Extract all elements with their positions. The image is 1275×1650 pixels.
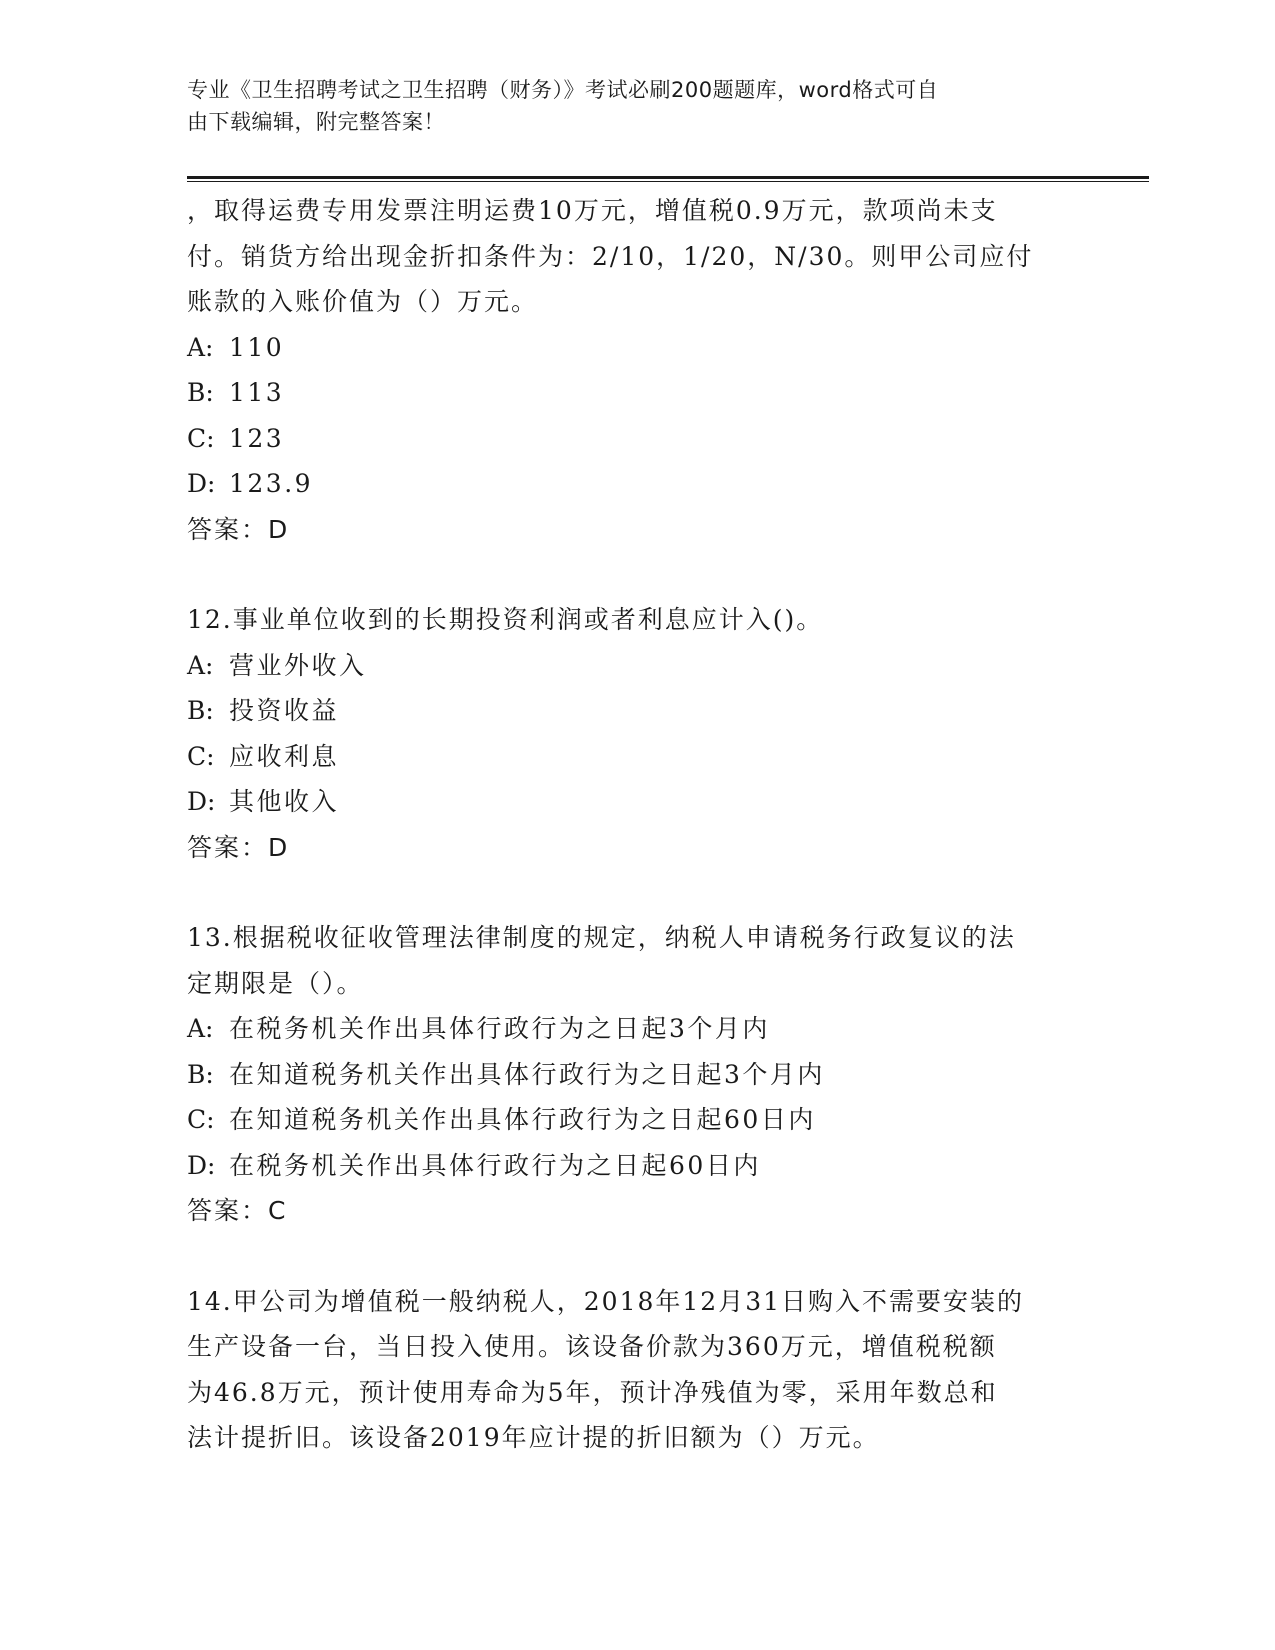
question-list — [187, 188, 1087, 1461]
option-text: 110 — [229, 332, 285, 362]
document-header — [187, 74, 1077, 138]
option-d — [187, 1143, 1087, 1189]
option-text: 123.9 — [229, 469, 314, 498]
option-key: C: — [187, 1105, 215, 1134]
option-key: D: — [187, 787, 216, 816]
option-text: 在税务机关作出具体行政行为之日起60日内 — [229, 1150, 761, 1180]
header-divider-thick — [187, 176, 1149, 179]
option-text: 在知道税务机关作出具体行政行为之日起60日内 — [229, 1105, 816, 1134]
option-key: C: — [187, 741, 215, 771]
option-a — [187, 1006, 1087, 1052]
option-c — [187, 1097, 1087, 1143]
question-text-line: 付。销货方给出现金折扣条件为：2/10，1/20，N/30。则甲公司应付 — [187, 241, 1034, 271]
option-c — [187, 734, 1087, 780]
question-text-line: ，取得运费专用发票注明运费10万元，增值税0.9万元，款项尚未支 — [187, 196, 998, 225]
option-text: 投资收益 — [229, 696, 340, 725]
option-text: 其他收入 — [229, 787, 340, 816]
option-text: 123 — [229, 423, 285, 453]
header-line-2: 由下载编辑，附完整答案！ — [187, 110, 445, 134]
answer-line: 答案：D — [187, 514, 290, 544]
answer-line: 答案：C — [187, 1196, 288, 1225]
question-text-line: 13.根据税收征收管理法律制度的规定，纳税人申请税务行政复议的法 — [187, 923, 1016, 952]
option-key: A: — [187, 332, 214, 362]
question-11-continued — [187, 188, 1087, 552]
option-key: D: — [187, 1150, 216, 1180]
option-key: B: — [187, 378, 214, 407]
option-b — [187, 688, 1087, 734]
option-text: 在知道税务机关作出具体行政行为之日起3个月内 — [229, 1059, 825, 1089]
option-key: B: — [187, 696, 214, 725]
option-key: A: — [187, 650, 214, 680]
option-text: 在税务机关作出具体行政行为之日起3个月内 — [229, 1014, 770, 1043]
option-key: C: — [187, 423, 215, 453]
option-a — [187, 643, 1087, 689]
question-text-line: 为46.8万元，预计使用寿命为5年，预计净残值为零，采用年数总和 — [187, 1377, 998, 1407]
option-key: B: — [187, 1059, 214, 1089]
option-d — [187, 779, 1087, 825]
question-spacer — [187, 870, 1087, 915]
option-b — [187, 370, 1087, 416]
option-c — [187, 416, 1087, 462]
header-divider-thin — [187, 181, 1149, 182]
question-text-line: 生产设备一台，当日投入使用。该设备价款为360万元，增值税税额 — [187, 1332, 997, 1361]
question-text-line: 14.甲公司为增值税一般纳税人，2018年12月31日购入不需要安装的 — [187, 1286, 1025, 1316]
question-text-line: 12.事业单位收到的长期投资利润或者利息应计入()。 — [187, 605, 824, 634]
question-14 — [187, 1279, 1087, 1461]
answer-line: 答案：D — [187, 832, 290, 862]
header-line-1: 专业《卫生招聘考试之卫生招聘（财务）》考试必刷200题题库，word格式可自 — [187, 78, 939, 102]
question-text-line: 定期限是（）。 — [187, 968, 364, 998]
option-d — [187, 461, 1087, 507]
option-text: 营业外收入 — [229, 650, 367, 680]
question-12 — [187, 597, 1087, 870]
question-spacer — [187, 552, 1087, 597]
option-a — [187, 325, 1087, 371]
option-text: 113 — [229, 378, 285, 407]
question-spacer — [187, 1234, 1087, 1279]
option-b — [187, 1052, 1087, 1098]
option-key: D: — [187, 469, 216, 498]
question-text-line: 账款的入账价值为（）万元。 — [187, 287, 539, 316]
question-13 — [187, 915, 1087, 1234]
option-key: A: — [187, 1014, 214, 1043]
option-text: 应收利息 — [229, 741, 340, 771]
question-text-line: 法计提折旧。该设备2019年应计提的折旧额为（）万元。 — [187, 1423, 880, 1452]
